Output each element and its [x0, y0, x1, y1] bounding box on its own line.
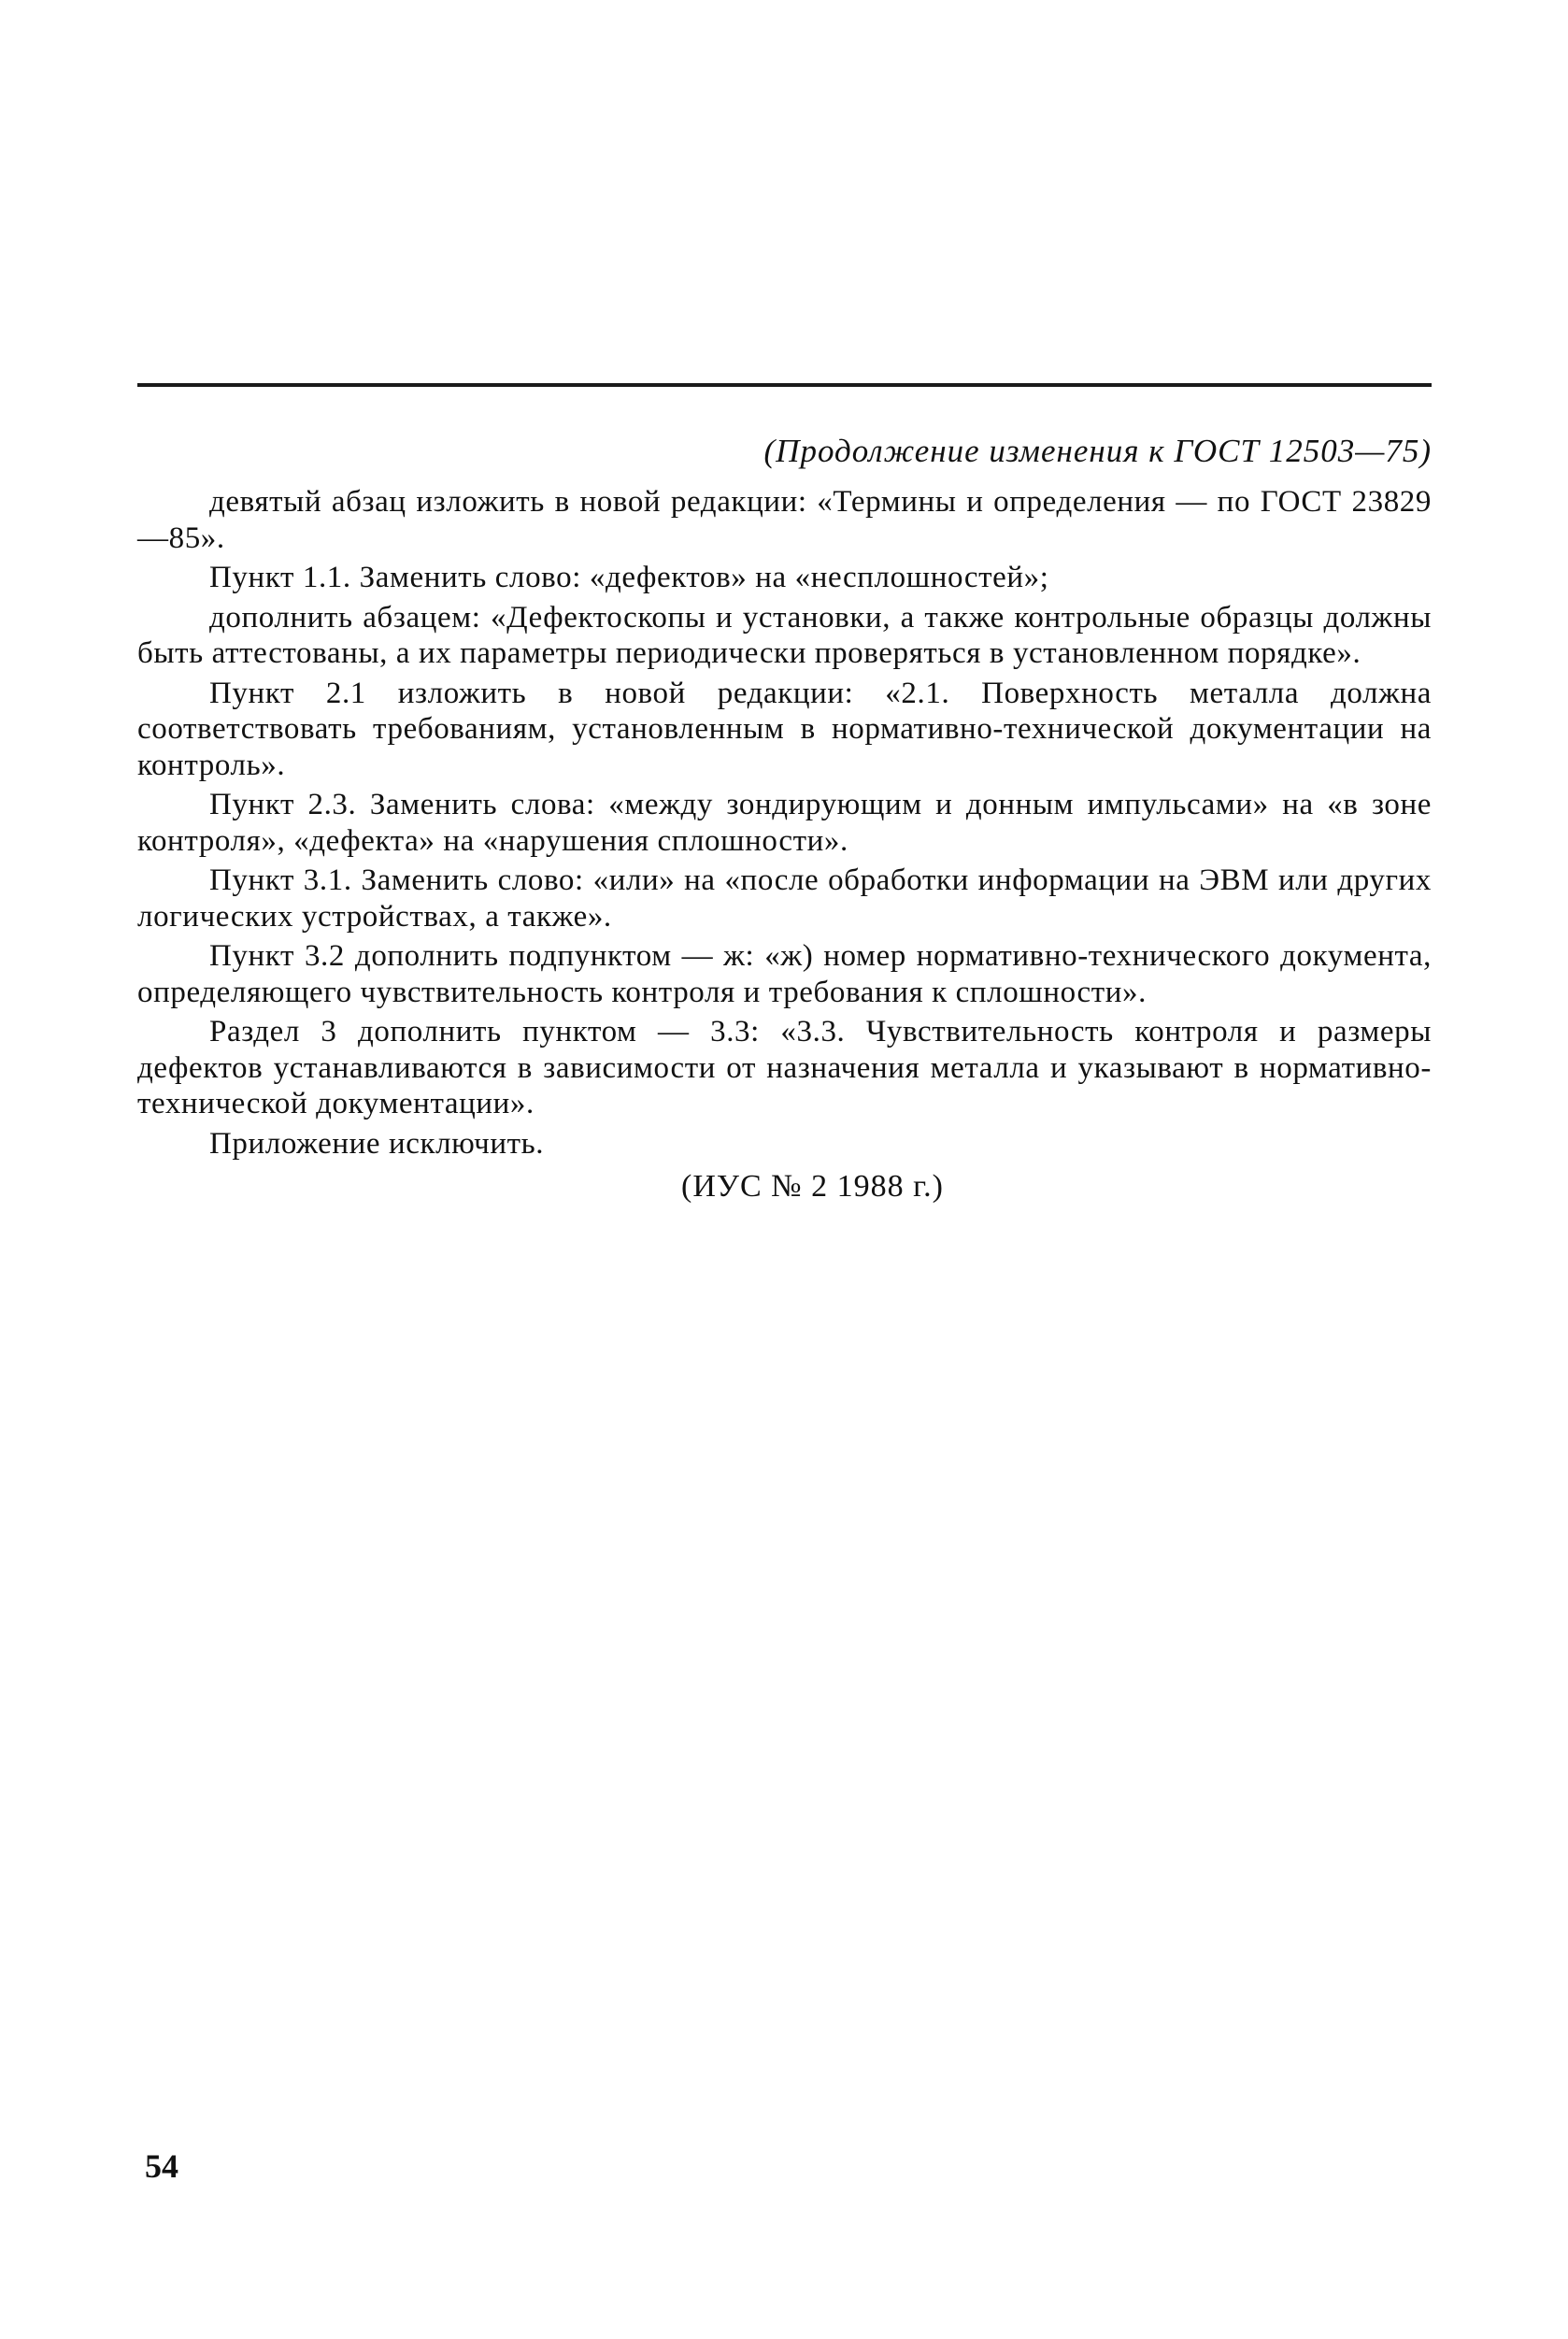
- paragraph-7: Пункт 3.2 дополнить подпунктом — ж: «ж) номер нормативно-технического документа, определяющего чувствительность контроля и требования к сплошности».: [137, 939, 1432, 1009]
- paragraph-3: дополнить абзацем: «Дефектоскопы и установки, а также контрольные образцы должны быть аттестованы, а их параметры периодически проверяться в установленном порядке».: [137, 600, 1432, 670]
- paragraph-9: Приложение исключить.: [209, 1126, 545, 1161]
- publication-reference: (ИУС № 2 1988 г.): [681, 1169, 944, 1204]
- paragraph-4: Пункт 2.1 изложить в новой редакции: «2.1. Поверхность металла должна соответствовать требованиям, установленным в нормативно-технической документации на контроль».: [137, 676, 1432, 782]
- paragraph-5: Пункт 2.3. Заменить слова: «между зондирующим и донным импульсами» на «в зоне контроля», «дефекта» на «нарушения сплошности».: [137, 788, 1432, 858]
- paragraph-2: Пункт 1.1. Заменить слово: «дефектов» на «несплошностей»;: [209, 561, 1049, 594]
- paragraph-6: Пункт 3.1. Заменить слово: «или» на «после обработки информации на ЭВМ или других логических устройствах, а также».: [137, 863, 1432, 934]
- page-number: 54: [145, 2147, 178, 2185]
- top-rule-divider: [137, 383, 1432, 387]
- amendment-body: [137, 484, 1432, 1165]
- paragraph-8: Раздел 3 дополнить пунктом — 3.3: «3.3. Чувствительность контроля и размеры дефектов устанавливаются в зависимости от назначения металла и указывают в нормативно-технической документации».: [137, 1015, 1432, 1120]
- continuation-header: (Продолжение изменения к ГОСТ 12503—75): [763, 433, 1432, 469]
- paragraph-1: девятый абзац изложить в новой редакции: «Термины и определения — по ГОСТ 23829—85».: [137, 485, 1432, 555]
